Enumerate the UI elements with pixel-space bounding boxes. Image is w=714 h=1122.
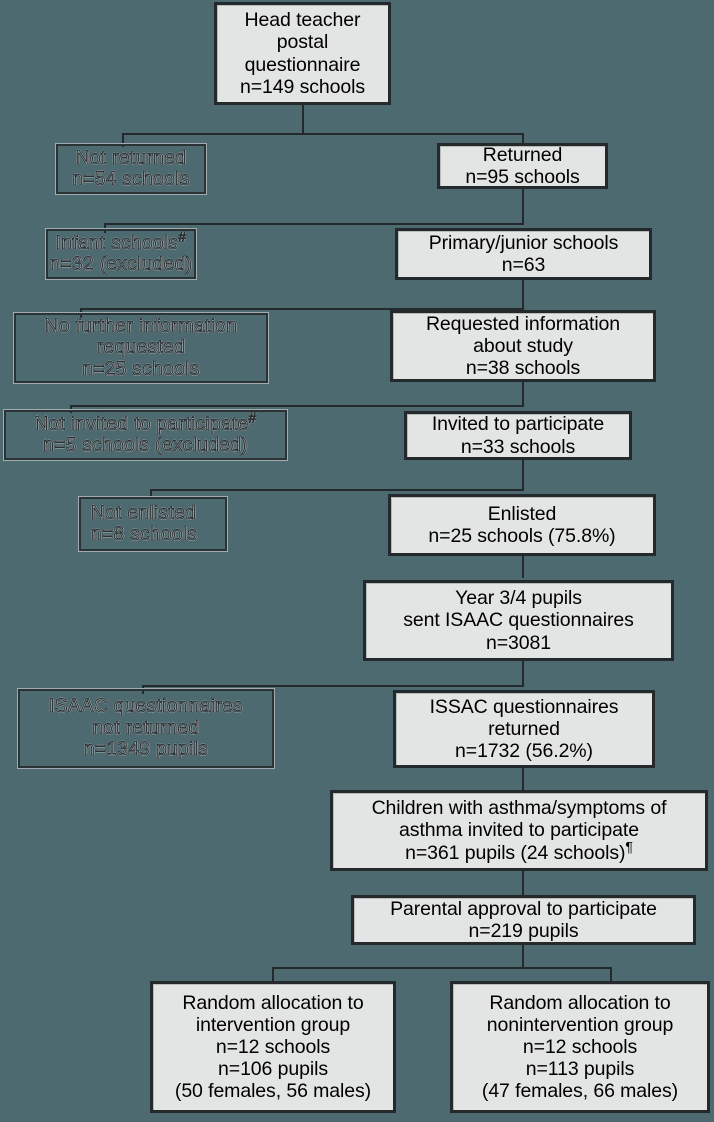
node-line: Not returned xyxy=(75,147,187,169)
footnote-marker: ¶ xyxy=(625,838,633,855)
node-line: Random allocation to xyxy=(489,991,671,1014)
footnote-marker: # xyxy=(248,410,257,426)
node-line: Head teacher xyxy=(244,9,361,32)
footnote-marker: # xyxy=(178,229,187,245)
node-line: n=3081 xyxy=(485,631,551,654)
node-line: No further information xyxy=(44,315,238,337)
connector xyxy=(522,381,524,407)
node-line: Not invited to participate# xyxy=(34,410,257,435)
node-line: n=1732 (56.2%) xyxy=(455,740,593,763)
node-not-invited-excluded xyxy=(4,410,287,460)
node-line: n=32 (excluded) xyxy=(49,254,193,275)
node-line: Children with asthma/symptoms of xyxy=(371,797,667,820)
connector xyxy=(522,279,524,309)
node-line: n=38 schools xyxy=(465,357,581,380)
connector xyxy=(104,223,524,225)
connector xyxy=(272,967,274,982)
node-enlisted xyxy=(388,494,656,556)
connector xyxy=(610,967,612,982)
node-head-teacher-questionnaire xyxy=(214,2,391,105)
connector xyxy=(522,460,524,490)
node-line: n=12 schools xyxy=(215,1035,331,1058)
node-line: n=25 schools xyxy=(82,358,200,380)
node-line: n=361 pupils (24 schools)¶ xyxy=(405,838,633,864)
node-line: Year 3/4 pupils xyxy=(455,587,582,610)
connector xyxy=(522,661,524,687)
node-line: returned xyxy=(488,717,560,740)
node-no-further-information xyxy=(14,313,268,383)
node-line: n=54 schools xyxy=(72,169,190,190)
node-line: questionnaire xyxy=(244,53,361,76)
node-line: n=219 pupils xyxy=(468,920,579,942)
node-line: n=149 schools xyxy=(239,75,365,98)
node-line: n=12 schools xyxy=(522,1035,638,1058)
node-line: Parental approval to participate xyxy=(390,897,657,920)
node-line: about study xyxy=(473,334,573,357)
node-line: n=106 pupils xyxy=(218,1058,328,1081)
connector xyxy=(272,967,612,969)
connector xyxy=(150,489,524,491)
node-line: n=113 pupils xyxy=(525,1058,635,1081)
node-infant-schools-excluded xyxy=(46,229,196,279)
node-requested-information xyxy=(390,310,656,382)
node-random-nonintervention xyxy=(450,981,710,1113)
node-not-returned xyxy=(56,144,206,194)
connector xyxy=(522,768,524,790)
node-line: requested xyxy=(96,337,186,359)
node-not-enlisted xyxy=(79,497,227,551)
node-line: Requested information xyxy=(425,312,621,335)
node-line: (47 females, 66 males) xyxy=(481,1080,679,1103)
node-line: n=63 xyxy=(501,254,546,276)
node-line: Invited to participate xyxy=(431,413,605,436)
node-year-3-4-pupils xyxy=(363,580,674,661)
node-line: ISSAC questionnaires xyxy=(429,695,619,718)
node-line: postal xyxy=(276,31,329,54)
connector xyxy=(522,945,524,969)
node-line: n=33 schools xyxy=(460,435,576,458)
node-line: asthma invited to participate xyxy=(399,819,639,842)
connector xyxy=(122,133,524,135)
node-random-intervention xyxy=(150,981,396,1113)
node-children-with-asthma xyxy=(330,790,708,871)
node-line: intervention group xyxy=(195,1013,351,1036)
node-line: n=95 schools xyxy=(465,166,580,188)
node-line: Returned xyxy=(482,143,563,166)
node-line: Not enlisted xyxy=(91,502,197,524)
node-line: (50 females, 56 males) xyxy=(174,1080,372,1103)
node-line: not returned xyxy=(92,717,200,739)
node-line: sent ISAAC questionnaires xyxy=(403,609,634,632)
node-returned xyxy=(437,143,608,189)
node-primary-junior-schools xyxy=(395,228,652,280)
node-line: n=5 schools (excluded) xyxy=(43,435,248,456)
connector xyxy=(522,871,524,895)
node-line: nonintervention group xyxy=(486,1013,674,1036)
connector xyxy=(522,556,524,578)
node-line: Enlisted xyxy=(487,502,557,525)
node-line: n=25 schools (75.8%) xyxy=(428,525,616,547)
connector xyxy=(142,685,524,687)
connector xyxy=(70,405,524,407)
node-invited-to-participate xyxy=(404,411,632,460)
node-line: n=8 schools xyxy=(91,524,198,545)
connector xyxy=(522,188,524,224)
node-line: Infant schools# xyxy=(55,229,187,254)
node-isaac-not-returned xyxy=(18,689,274,768)
connector xyxy=(302,104,304,134)
node-line: Random allocation to xyxy=(182,991,364,1014)
node-line: ISAAC questionnaires xyxy=(49,696,243,718)
node-parental-approval xyxy=(351,895,696,945)
node-issac-returned xyxy=(393,690,655,768)
node-line: n=1349 pupils xyxy=(83,739,209,761)
node-line: Primary/junior schools xyxy=(428,231,619,254)
